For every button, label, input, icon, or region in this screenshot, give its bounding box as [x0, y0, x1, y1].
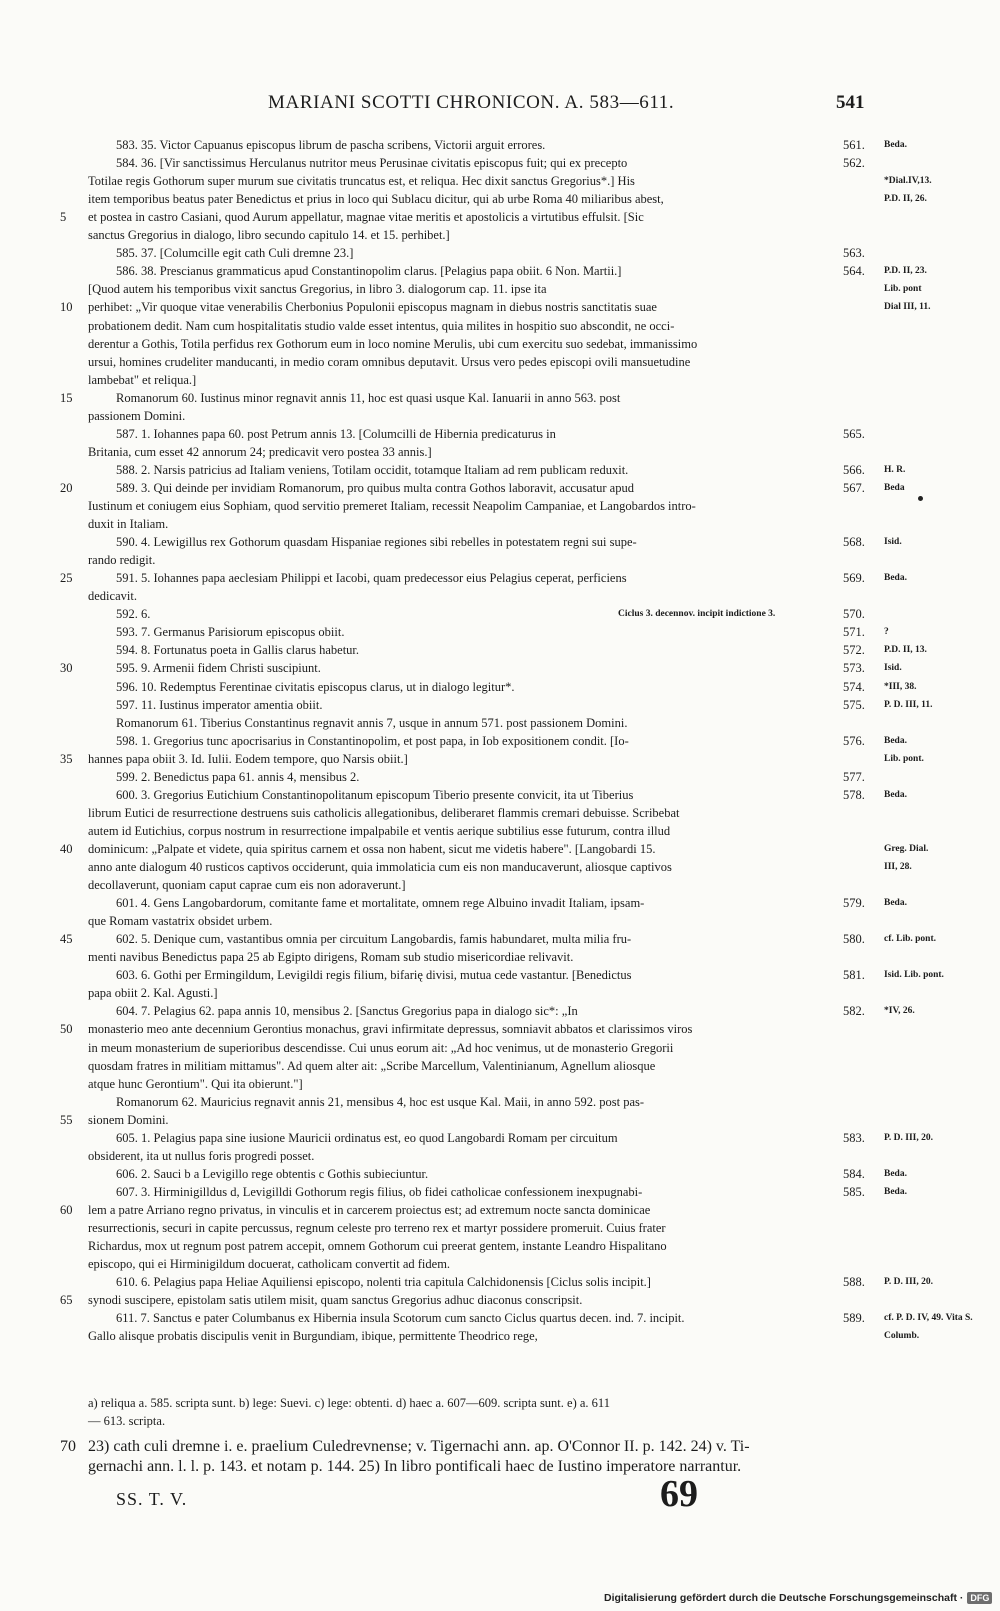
margin-source: Beda.	[884, 789, 907, 800]
line-text: 597. 11. Iustinus imperator amentia obiit.	[116, 697, 323, 712]
line-text: Romanorum 60. Iustinus minor regnavit annis 11, hoc est quasi usque Kal. Ianuarii in anno 563. post	[116, 390, 621, 405]
text-line	[0, 479, 1000, 497]
margin-year: 573.	[843, 661, 865, 676]
text-line	[0, 840, 1000, 858]
text-line	[0, 948, 1000, 966]
text-line	[0, 1020, 1000, 1038]
line-text: passionem Domini.	[88, 408, 186, 423]
margin-year: 580.	[843, 932, 865, 947]
line-text: 601. 4. Gens Langobardorum, comitante fame et mortalitate, omnem rege Albuino invadit Italiam, ipsam-	[116, 896, 645, 911]
digitization-credit-text: Digitalisierung gefördert durch die Deutsche Forschungsgemeinschaft ·	[604, 1592, 964, 1604]
margin-source: cf. Lib. pont.	[884, 934, 936, 945]
line-text: ursui, homines crudeliter manducanti, in medio coram omnibus deputavit. Ursus vero pedes episcopi ovili mansuetudine	[88, 354, 691, 369]
line-text: duxit in Italiam.	[88, 517, 169, 532]
line-text: dedicavit.	[88, 589, 137, 604]
text-line	[0, 587, 1000, 605]
text-line	[0, 1273, 1000, 1291]
text-line	[0, 1093, 1000, 1111]
text-line	[0, 1165, 1000, 1183]
margin-source: Beda.	[884, 573, 907, 584]
text-line	[0, 1219, 1000, 1237]
margin-source: Dial III, 11.	[884, 302, 931, 313]
line-text: 586. 38. Prescianus grammaticus apud Constantinopolim clarus. [Pelagius papa obiit. 6 Non. Martii.]	[116, 264, 622, 279]
text-line	[0, 136, 1000, 154]
page-number: 541	[836, 92, 865, 113]
line-number: 40	[60, 841, 73, 856]
line-text: in meum monasterium de superioribus descendisse. Cui unus eorum ait: „Ad hoc venimus, ut de monasterio Gregorii	[88, 1040, 674, 1055]
text-line	[0, 1183, 1000, 1201]
line-text: Totilae regis Gothorum super murum sue civitatis truncatus est, et reliqua. Hec dixit sanctus Gregorius*.] His	[88, 174, 635, 189]
line-text: 585. 37. [Columcille egit cath Culi dremne 23.]	[116, 246, 354, 261]
page-header	[0, 92, 1000, 122]
margin-year: 569.	[843, 571, 865, 586]
text-line	[0, 1201, 1000, 1219]
dfg-logo: DFG	[967, 1592, 992, 1604]
margin-year: 583.	[843, 1130, 865, 1145]
text-line	[0, 280, 1000, 298]
text-line	[0, 605, 1000, 623]
text-line	[0, 1147, 1000, 1165]
line-number: 60	[60, 1202, 73, 1217]
line-text: que Romam vastatrix obsidet urbem.	[88, 914, 273, 929]
margin-source: Lib. pont	[884, 284, 922, 295]
line-number: 55	[60, 1112, 73, 1127]
line-text: librum Eutici de resurrectione destruens suis catholicis allegationibus, deliberaret flammis cremari debuisse. Scribebat	[88, 805, 680, 820]
line-text: Iustinum et coniugem eius Sophiam, quod servitio premeret Italiam, recessit Neapolim Campaniae, et Langobardos intro-	[88, 499, 696, 513]
line-text: 605. 1. Pelagius papa sine iusione Mauricii ordinatus est, eo quod Langobardi Romam per circuitum	[116, 1130, 618, 1145]
margin-source: P. D. III, 20.	[884, 1132, 934, 1143]
margin-source: Isid. Lib. pont.	[884, 970, 944, 981]
text-line	[0, 659, 1000, 677]
line-text: quosdam fratres in militiam mittamus". Ad quem alter ait: „Scribe Marcellum, Valentinianum, Agnellum aliosque	[88, 1058, 656, 1073]
line-text: decollaverunt, quoniam caput caprae cum eis non adoraverunt.]	[88, 878, 406, 893]
line-text: 599. 2. Benedictus papa 61. annis 4, mensibus 2.	[116, 769, 360, 784]
line-text: menti navibus Benedictus papa 25 ab Egipto dirigens, Romam sub studio misericordiae relivavit.	[88, 950, 574, 965]
text-line	[0, 1039, 1000, 1057]
text-line	[0, 732, 1000, 750]
line-text: 611. 7. Sanctus e pater Columbanus ex Hibernia insula Scotorum cum sancto Ciclus quartus decen. ind. 7. incipit.	[116, 1311, 685, 1326]
text-line	[0, 407, 1000, 425]
margin-source: Lib. pont.	[884, 753, 924, 764]
text-line	[0, 371, 1000, 389]
line-text: 594. 8. Fortunatus poeta in Gallis clarus habetur.	[116, 643, 360, 658]
text-line	[0, 1129, 1000, 1147]
margin-source: P. D. III, 11.	[884, 699, 933, 710]
text-line	[0, 389, 1000, 407]
text-line	[0, 1002, 1000, 1020]
digitization-credit	[604, 1592, 992, 1604]
line-number: 35	[60, 751, 73, 766]
line-text: 591. 5. Iohannes papa aeclesiam Philippi et Iacobi, quam predecessor eius Pelagius ceperat, perficiens	[116, 571, 627, 586]
line-text: episcopo, qui ei Hirminigildum docuerat, catholicam convertit ad fidem.	[88, 1257, 451, 1272]
margin-year: 568.	[843, 535, 865, 550]
margin-year: 572.	[843, 643, 865, 658]
text-line	[0, 1255, 1000, 1273]
text-line	[0, 497, 1000, 515]
margin-year: 581.	[843, 968, 865, 983]
text-line	[0, 533, 1000, 551]
margin-year: 570.	[843, 607, 865, 622]
line-text: 602. 5. Denique cum, vastantibus omnia per circuitum Langobardis, famis habundaret, multa milia fru-	[116, 932, 632, 947]
margin-year: 566.	[843, 462, 865, 477]
margin-year: 562.	[843, 156, 865, 171]
line-text: sanctus Gregorius in dialogo, libro secundo capitulo 14. et 15. perhibet.]	[88, 228, 450, 243]
text-line	[0, 696, 1000, 714]
text-line	[0, 569, 1000, 587]
text-line	[0, 1111, 1000, 1129]
margin-year: 577.	[843, 769, 865, 784]
line-text: 600. 3. Gregorius Eutichium Constantinopolitanum episcopum Tiberio presente convicit, ita ut Tiberius	[116, 787, 634, 802]
line-text: probationem dedit. Nam cum hospitalitatis studio valde esset intentus, quia milites in hospitio suo abscondit, ne occi-	[88, 318, 675, 333]
line-text: 584. 36. [Vir sanctissimus Herculanus nutritor meus Perusinae civitatis episcopus fuit; qui ex precepto	[116, 156, 628, 171]
text-line	[0, 226, 1000, 244]
line-text: 606. 2. Sauci b a Levigillo rege obtentis c Gothis subieciuntur.	[116, 1166, 429, 1181]
margin-year: 578.	[843, 787, 865, 802]
margin-source: Beda.	[884, 1168, 907, 1179]
line-text: dominicum: „Palpate et videte, quia spiritus carnem et ossa non habent, sicut me videtis habere". [Langobardi 15.	[88, 841, 656, 856]
text-line	[0, 317, 1000, 335]
text-line	[0, 335, 1000, 353]
line-text: Richardus, mox ut regnum post patrem accepit, omnem Gothorum cui preerat gentem, instante Leandro Hispalitano	[88, 1239, 667, 1254]
line-text: 589. 3. Qui deinde per invidiam Romanorum, pro quibus multa contra Gothos laboravit, accusatur apud	[116, 480, 634, 495]
line-text: [Quod autem his temporibus vixit sanctus Gregorius, in libro 3. dialogorum cap. 11. ipse ita	[88, 282, 547, 297]
line-text: perhibet: „Vir quoque vitae venerabilis Cherbonius Populonii episcopus magnam in diebus nostris sanctitatis suae	[88, 300, 657, 315]
text-line	[0, 966, 1000, 984]
margin-year: 563.	[843, 246, 865, 261]
line-text: obsiderent, ita ut nullus foris progredi posset.	[88, 1148, 315, 1163]
text-line	[0, 930, 1000, 948]
line-number: 70	[60, 1438, 76, 1455]
text-line	[0, 984, 1000, 1002]
signature-mark: SS. T. V.	[116, 1489, 188, 1509]
line-number: 50	[60, 1022, 73, 1037]
text-line	[0, 262, 1000, 280]
line-text: autem id Eutichius, corpus nostrum in resurrectione impalpabile et ventis aerique subtilius esse futurum, contra illud	[88, 823, 671, 838]
line-text: 583. 35. Victor Capuanus episcopus librum de pascha scribens, Victorii arguit errores.	[116, 138, 546, 152]
line-number: 65	[60, 1293, 73, 1308]
margin-source: Isid.	[884, 663, 902, 674]
margin-source: P.D. II, 23.	[884, 266, 927, 277]
line-text: 595. 9. Armenii fidem Christi suscipiunt.	[116, 661, 321, 676]
margin-year: 579.	[843, 896, 865, 911]
line-number: 10	[60, 300, 73, 315]
text-line	[0, 858, 1000, 876]
margin-year: 584.	[843, 1166, 865, 1181]
line-text: 598. 1. Gregorius tunc apocrisarius in Constantinopolim, et post papa, in Iob expositionem condit. [Io-	[116, 733, 629, 748]
text-line	[0, 768, 1000, 786]
line-text: monasterio meo ante decennium Gerontius monachus, gravi infirmitate depressus, somniavit abbatos et clarissimos viros	[88, 1022, 693, 1037]
footnote-line: — 613. scripta.	[88, 1414, 166, 1428]
line-number: 15	[60, 390, 73, 405]
line-text: rando redigit.	[88, 553, 156, 568]
margin-year: 565.	[843, 426, 865, 441]
line-text: synodi suscipere, epistolam satis utilem misit, quam sanctus Gregorius adhuc diaconus conscripsit.	[88, 1293, 583, 1308]
line-text: sionem Domini.	[88, 1112, 169, 1127]
margin-source: P.D. II, 26.	[884, 194, 927, 205]
margin-year: 561.	[843, 138, 865, 152]
text-line	[0, 298, 1000, 316]
line-number: 45	[60, 932, 73, 947]
line-text: Romanorum 61. Tiberius Constantinus regnavit annis 7, usque in annum 571. post passionem Domini.	[116, 715, 628, 730]
line-text: Britania, cum esset 42 annorum 24; predicavit vero postea 33 annis.]	[88, 444, 432, 459]
text-line	[0, 208, 1000, 226]
text-line	[0, 172, 1000, 190]
margin-source: *Dial.IV,13.	[884, 176, 932, 187]
margin-year: 571.	[843, 625, 865, 640]
line-text: 593. 7. Germanus Parisiorum episcopus obiit.	[116, 625, 345, 640]
line-text: 607. 3. Hirminigilldus d, Levigilldi Gothorum regis filius, ob fidei catholicae confessionem inexpugnabi-	[116, 1184, 643, 1199]
text-line	[0, 353, 1000, 371]
line-text: 588. 2. Narsis patricius ad Italiam veniens, Totilam occidit, totamque Italiam ad rem publicam reduxit.	[116, 462, 629, 477]
margin-year: 585.	[843, 1184, 865, 1199]
line-text: Romanorum 62. Mauricius regnavit annis 21, mensibus 4, hoc est usque Kal. Maii, in anno 592. post pas-	[116, 1094, 645, 1109]
margin-year: 574.	[843, 679, 865, 694]
line-number: 5	[60, 210, 67, 225]
margin-source: P. D. III, 20.	[884, 1277, 934, 1288]
cycle-note: Ciclus 3. decennov. incipit indictione 3.	[618, 609, 776, 620]
line-text: 587. 1. Iohannes papa 60. post Petrum annis 13. [Columcilli de Hibernia predicaturus in	[116, 426, 556, 441]
text-line	[0, 641, 1000, 659]
margin-source: H. R.	[884, 464, 906, 475]
line-text: 592. 6.	[116, 607, 151, 622]
text-line	[0, 876, 1000, 894]
text-line	[0, 1057, 1000, 1075]
text-line	[0, 244, 1000, 262]
margin-year: 575.	[843, 697, 865, 712]
margin-source: Beda.	[884, 140, 907, 150]
text-line	[0, 786, 1000, 804]
margin-source: *IV, 26.	[884, 1006, 915, 1017]
margin-source: Beda	[884, 482, 905, 493]
line-text: 610. 6. Pelagius papa Heliae Aquiliensi episcopo, nolenti tria capitula Calchidonensis [Ciclus solis incipit.]	[116, 1275, 651, 1290]
margin-source: P.D. II, 13.	[884, 645, 927, 656]
margin-source: Beda.	[884, 898, 907, 909]
line-number: 20	[60, 480, 73, 495]
text-line	[0, 1075, 1000, 1093]
margin-year: 589.	[843, 1311, 865, 1326]
line-text: lem a patre Arriano regno privatus, in vinculis et in carcerem proiectus est; ad extremum nocte sancta dominicae	[88, 1202, 651, 1217]
line-text: 604. 7. Pelagius 62. papa annis 10, mensibus 2. [Sanctus Gregorius papa in dialogo sic*: „In	[116, 1004, 578, 1019]
line-text: resurrectionis, securi in capite percussus, regnum celeste pro terreno rex et martyr possidere promeruit. Cuius frater	[88, 1221, 666, 1235]
text-line	[0, 190, 1000, 208]
text-line	[0, 912, 1000, 930]
text-line	[0, 154, 1000, 172]
line-text: item temporibus beatus pater Benedictus et prius in loco qui Sublacu dicitur, qui ab urbe Roma 40 miliaribus abest,	[88, 192, 664, 207]
margin-source: Beda.	[884, 1186, 907, 1197]
text-line	[0, 894, 1000, 912]
footnote-line: a) reliqua a. 585. scripta sunt. b) lege: Suevi. c) lege: obtenti. d) haec a. 607—609. scripta sunt. e) a. 611	[88, 1396, 610, 1410]
text-line	[0, 750, 1000, 768]
line-text: derentur a Gothis, Totila perfidus rex Gothorum eum in loco nomine Merulis, ubi cum exercitu suo sedebat, immanissimo	[88, 336, 698, 351]
margin-source: ?	[884, 627, 889, 638]
text-line	[0, 1291, 1000, 1309]
margin-source: cf. P. D. IV, 49. Vita S.	[884, 1313, 973, 1324]
margin-year: 567.	[843, 480, 865, 495]
line-text: 590. 4. Lewigillus rex Gothorum quasdam Hispaniae regiones sibi rebelles in potestatem regni sui supe-	[116, 535, 637, 550]
line-text: anno ante dialogum 40 rusticos captivos occiderunt, quia immolaticia cum eis non manducaverunt, aliosque captivos	[88, 860, 672, 874]
footnote-line: 23) cath culi dremne i. e. praelium Culedrevnense; v. Tigernachi ann. ap. O'Connor II. p. 142. 24) v. Ti-	[88, 1438, 750, 1455]
margin-year: 588.	[843, 1275, 865, 1290]
margin-source: Isid.	[884, 537, 902, 548]
line-text: Gallo alisque probatis discipulis venit in Burgundiam, ibique, permittente Theodrico rege,	[88, 1329, 538, 1344]
text-line	[0, 1327, 1000, 1345]
line-number: 25	[60, 571, 73, 586]
line-text: et postea in castro Casiani, quod Aurum appellatur, magnae vitae meritis et apostolicis a virtutibus effulsit. [Sic	[88, 210, 644, 225]
line-text: atque hunc Gerontium". Qui ita obierunt."]	[88, 1076, 303, 1091]
running-title: MARIANI SCOTTI CHRONICON. A. 583—611.	[268, 92, 675, 113]
footnote-line: gernachi ann. l. l. p. 143. et notam p. 144. 25) In libro pontificali haec de Iustino imperatore narrantur.	[88, 1458, 742, 1475]
line-text: papa obiit 2. Kal. Agusti.]	[88, 986, 218, 1001]
margin-year: 576.	[843, 733, 865, 748]
text-line	[0, 1309, 1000, 1327]
margin-source: III, 28.	[884, 862, 912, 872]
margin-source: Columb.	[884, 1331, 920, 1342]
folio-number: 69	[660, 1473, 698, 1515]
line-text: 603. 6. Gothi per Ermingildum, Levigildi regis filium, bifarię divisi, mutua cede vastantur. [Benedictus	[116, 968, 632, 983]
text-line	[0, 623, 1000, 641]
text-line	[0, 551, 1000, 569]
text-line	[0, 461, 1000, 479]
text-line	[0, 714, 1000, 732]
text-line	[0, 425, 1000, 443]
ink-dot	[918, 496, 923, 501]
text-line	[0, 443, 1000, 461]
text-line	[0, 822, 1000, 840]
line-text: 596. 10. Redemptus Ferentinae civitatis episcopus clarus, ut in dialogo legitur*.	[116, 679, 515, 694]
line-text: lambebat" et reliqua.]	[88, 372, 197, 387]
line-number: 30	[60, 661, 73, 676]
text-line	[0, 804, 1000, 822]
margin-source: Greg. Dial.	[884, 843, 929, 854]
margin-source: *III, 38.	[884, 681, 917, 692]
margin-year: 564.	[843, 264, 865, 279]
text-line	[0, 678, 1000, 696]
text-line	[0, 1237, 1000, 1255]
text-line	[0, 515, 1000, 533]
margin-source: Beda.	[884, 735, 907, 746]
margin-year: 582.	[843, 1004, 865, 1019]
line-text: hannes papa obiit 3. Id. Iulii. Eodem tempore, quo Narsis obiit.]	[88, 751, 408, 766]
